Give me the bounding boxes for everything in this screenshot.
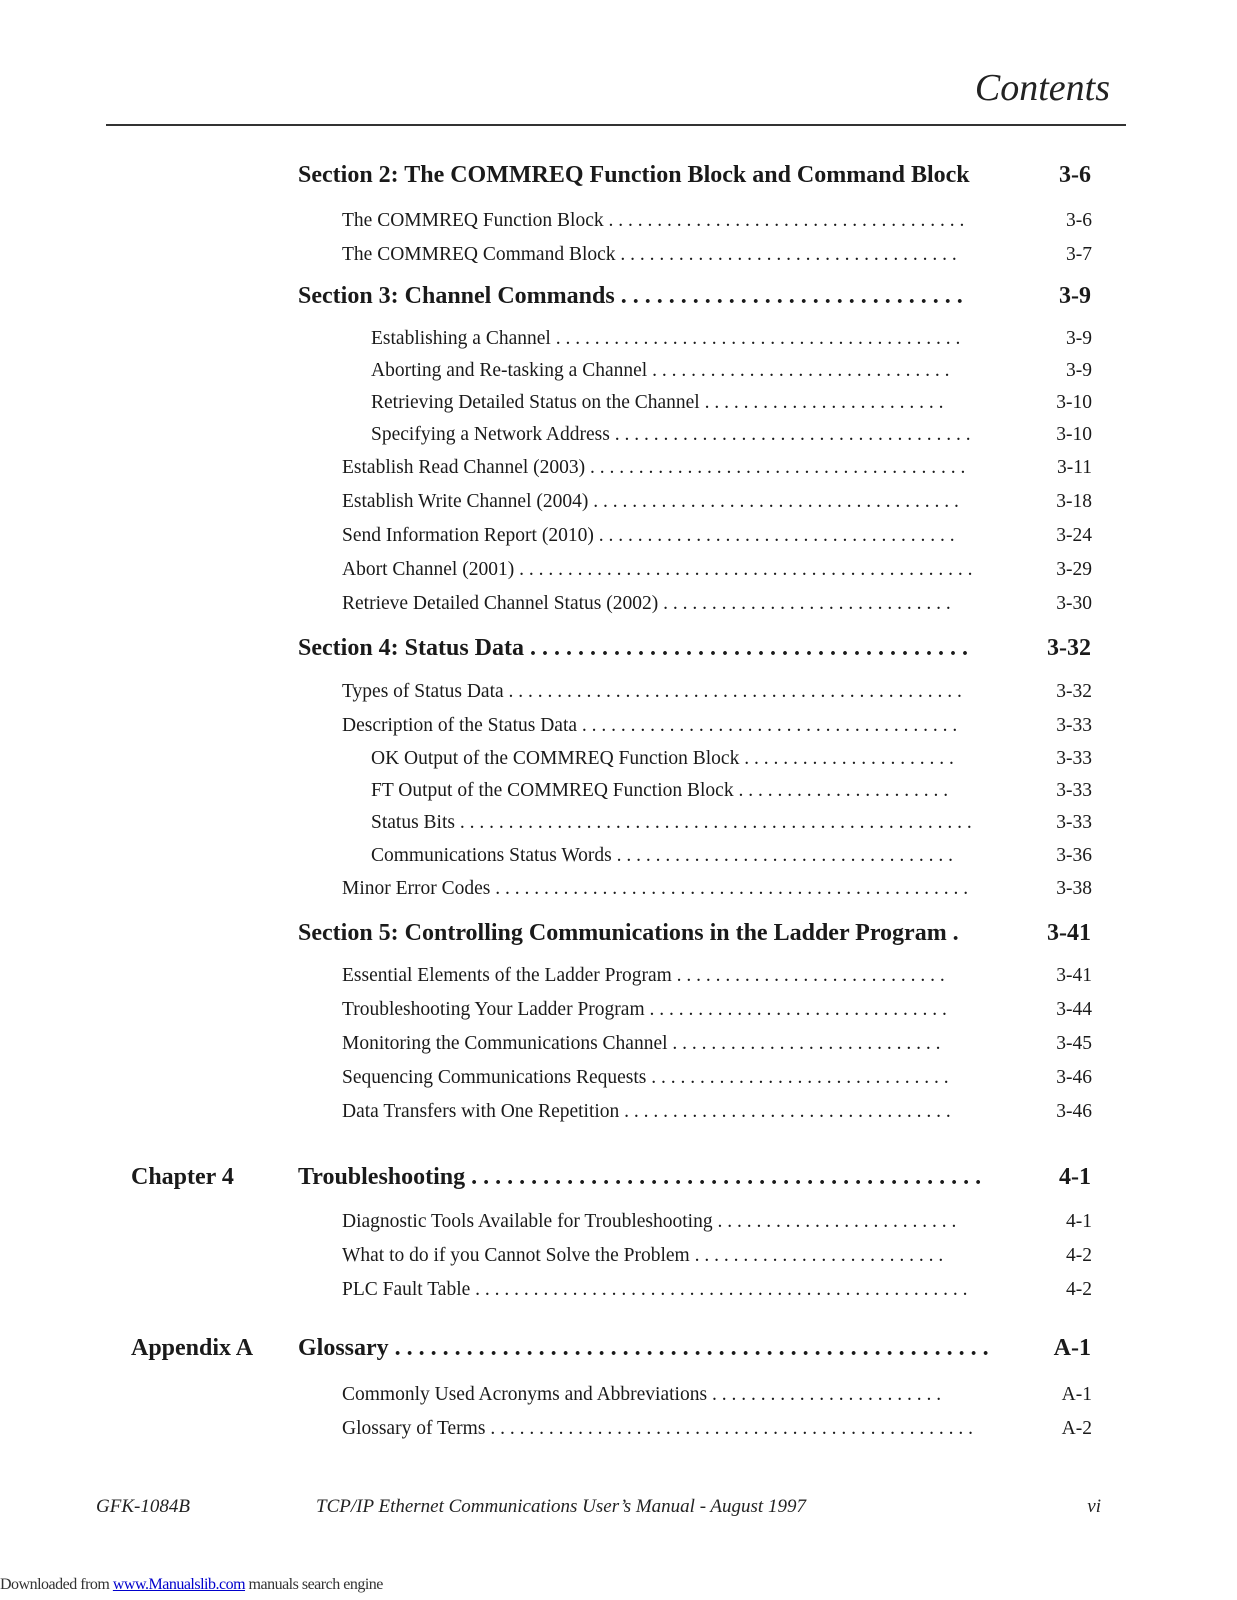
page-title: Contents	[974, 67, 1110, 109]
toc-entry-row[interactable]	[0, 841, 1237, 871]
toc-page-number: 3-9	[1059, 283, 1091, 309]
toc-entry-row[interactable]	[0, 808, 1237, 838]
toc-entry-text: FT Output of the COMMREQ Function Block	[371, 780, 734, 801]
toc-leader-dots: . . . . . . . . . . . . . . . . . . . . . . . . .	[699, 392, 944, 413]
toc-page-number: 3-6	[1059, 162, 1091, 188]
toc-leader-dots: . . . . . . . . . . . . . . . . . . . . . . . . . . . . . . . . . . .	[615, 244, 957, 265]
toc-leader-dots: . . . . . . . . . . . . . . . . . . . . . .	[733, 780, 949, 801]
toc-page-number: 3-24	[1056, 525, 1092, 546]
toc-page-number: 3-46	[1056, 1101, 1092, 1122]
toc-entry-text: Types of Status Data	[342, 681, 504, 702]
toc-section-row[interactable]	[0, 160, 1237, 190]
toc-entry-text: Status Bits	[371, 812, 455, 833]
toc-entry-text: Monitoring the Communications Channel	[342, 1033, 668, 1054]
toc-leader-dots: . . . . . . . . . . . . . . . . . . . . . . . . . . . . . . . . . . . . . . . . . . . . . . . . .	[490, 878, 969, 899]
toc-leader-dots: . . . . . . . . . . . . . . . . . . . . . . . .	[707, 1384, 942, 1405]
toc-entry-title	[342, 1380, 1007, 1410]
toc-entry-title	[342, 206, 1007, 236]
toc-entry-text: Essential Elements of the Ladder Program	[342, 965, 672, 986]
toc-entry-text: Glossary	[298, 1335, 389, 1361]
toc-entry-row[interactable]	[0, 1241, 1237, 1271]
toc-entry-row[interactable]	[0, 589, 1237, 619]
toc-leader-dots: . . . . . . . . . . . . . . . . . . . . . . . . . . . . . . . . . . . . .	[524, 635, 968, 661]
toc-entry-row[interactable]	[0, 356, 1237, 386]
toc-entry-text: Communications Status Words	[371, 845, 612, 866]
toc-page-number: 3-45	[1056, 1033, 1092, 1054]
toc-page-number: 3-41	[1056, 965, 1092, 986]
toc-page-number: 3-41	[1047, 920, 1091, 946]
toc-page-number: 4-2	[1066, 1279, 1092, 1300]
toc-section-row[interactable]	[0, 918, 1237, 948]
toc-page-number: 3-30	[1056, 593, 1092, 614]
toc-entry-row[interactable]	[0, 1097, 1237, 1127]
toc-entry-text: Establish Read Channel (2003)	[342, 457, 586, 478]
toc-entry-title	[298, 1333, 1014, 1363]
toc-entry-row[interactable]	[0, 453, 1237, 483]
toc-entry-row[interactable]	[0, 995, 1237, 1025]
toc-entry-title	[298, 1162, 1014, 1192]
toc-entry-title	[371, 388, 1007, 418]
toc-page-number: 3-44	[1056, 999, 1092, 1020]
toc-entry-text: Commonly Used Acronyms and Abbreviations	[342, 1384, 708, 1405]
toc-entry-title	[298, 281, 1014, 311]
toc-page-number: 3-33	[1056, 715, 1092, 736]
toc-leader-dots: . . . . . . . . . . . . . . . . . . . . . . . . . . . . . . . . . .	[619, 1101, 951, 1122]
toc-entry-row[interactable]	[0, 1207, 1237, 1237]
toc-page-number: 3-32	[1047, 635, 1091, 661]
toc-entry-row[interactable]	[0, 1063, 1237, 1093]
toc-entry-text: Specifying a Network Address	[371, 424, 610, 445]
toc-page-number: 3-46	[1056, 1067, 1092, 1088]
toc-entry-title	[342, 1029, 1007, 1059]
toc-entry-text: Minor Error Codes	[342, 878, 491, 899]
download-prefix: Downloaded from	[0, 1576, 113, 1593]
toc-entry-title	[342, 1241, 1007, 1271]
toc-entry-title	[342, 995, 1007, 1025]
toc-entry-row[interactable]	[0, 487, 1237, 517]
toc-leader-dots: . . . . . . . . . . . . . . . . . . . . . . . . . . . . . . .	[647, 360, 950, 381]
toc-section-row[interactable]	[0, 633, 1237, 663]
toc-entry-text: Diagnostic Tools Available for Troubleshooting	[342, 1211, 713, 1232]
toc-entry-row[interactable]	[0, 420, 1237, 450]
toc-entry-row[interactable]	[0, 240, 1237, 270]
toc-page-number: 4-1	[1066, 1211, 1092, 1232]
toc-leader-dots: . . . . . . . . . . . . . . . . . . . . . . . . . . . . . .	[658, 593, 951, 614]
toc-page-number: 3-33	[1056, 812, 1092, 833]
toc-page-number: 4-2	[1066, 1245, 1092, 1266]
toc-entry-text: OK Output of the COMMREQ Function Block	[371, 748, 740, 769]
toc-page-number: A-1	[1061, 1384, 1092, 1405]
toc-leader-dots: . . . . . . . . . . . . . . . . . . . . . . . . . . . .	[667, 1033, 941, 1054]
toc-page-number: 3-33	[1056, 748, 1092, 769]
toc-entry-row[interactable]	[0, 776, 1237, 806]
toc-entry-text: Data Transfers with One Repetition	[342, 1101, 620, 1122]
toc-entry-text: PLC Fault Table	[342, 1279, 471, 1300]
toc-entry-text: Retrieve Detailed Channel Status (2002)	[342, 593, 659, 614]
toc-entry-title	[342, 1097, 1007, 1127]
toc-page-number: 3-11	[1056, 457, 1092, 478]
toc-leader-dots: . . . . . . . . . . . . . . . . . . . . . . . . . . . . . . . . . . . . . . . . . . . . . . . . . . . . .	[454, 812, 972, 833]
toc-entry-row[interactable]	[0, 388, 1237, 418]
toc-entry-row[interactable]	[0, 324, 1237, 354]
manualslib-link[interactable]: www.Manualslib.com	[112, 1576, 246, 1593]
toc-entry-row[interactable]	[0, 206, 1237, 236]
toc-entry-text: Section 4: Status Data	[298, 635, 524, 661]
toc-leader-dots: . . . . . . . . . . . . . . . . . . . . . . . . . . . . . . . . . . . . . . . . . . . . . . . . . .	[388, 1335, 989, 1361]
toc-entry-row[interactable]	[0, 1380, 1237, 1410]
toc-leader-dots: . . . . . . . . . . . . . . . . . . . . . . . . . . . . . . . . . . . . . . . . . . . . . . .	[503, 681, 962, 702]
toc-page-number: A-2	[1061, 1418, 1092, 1439]
toc-entry-title	[342, 961, 1007, 991]
toc-entry-row[interactable]	[0, 874, 1237, 904]
toc-page-number: 3-6	[1066, 210, 1092, 231]
toc-entry-text: Section 5: Controlling Communications in the Ladder Program .	[298, 920, 959, 946]
toc-leader-dots: . . . . . . . . . . . . . . . . . . . . . . . . . . . . . . . . . . . . . . . . . . .	[465, 1164, 982, 1190]
toc-entry-title	[298, 160, 1014, 190]
toc-entry-text: Section 3: Channel Commands	[298, 283, 615, 309]
toc-section-row[interactable]	[0, 1162, 1237, 1192]
toc-entry-text: Send Information Report (2010)	[342, 525, 594, 546]
toc-page-number: 3-32	[1056, 681, 1092, 702]
toc-entry-title	[342, 589, 1007, 619]
toc-entry-title	[342, 1275, 1007, 1305]
toc-leader-dots: . . . . . . . . . . . . . . . . . . . . . . . . .	[712, 1211, 957, 1232]
toc-entry-title	[298, 633, 1014, 663]
toc-entry-title	[342, 677, 1007, 707]
toc-leader-dots: . . . . . . . . . . . . . . . . . . . . . . . . . . . . . . . . . . . . . . .	[585, 457, 966, 478]
toc-leader-dots: . . . . . . . . . . . . . . . . . . . . . . . . . . . . . . . . . . . . . .	[588, 491, 959, 512]
toc-entry-row[interactable]	[0, 1414, 1237, 1444]
toc-page-number: 3-38	[1056, 878, 1092, 899]
toc-entry-text: Retrieving Detailed Status on the Channel	[371, 392, 700, 413]
toc-leader-dots: . . . . . . . . . . . . . . . . . . . . . . . . . . . . . . .	[644, 999, 947, 1020]
toc-entry-row[interactable]	[0, 744, 1237, 774]
toc-entry-text: Abort Channel (2001)	[342, 559, 515, 580]
toc-entry-text: Establishing a Channel	[371, 328, 551, 349]
toc-entry-title	[342, 487, 1007, 517]
toc-entry-title	[371, 808, 1007, 838]
toc-entry-row[interactable]	[0, 677, 1237, 707]
toc-entry-text: Aborting and Re-tasking a Channel	[371, 360, 648, 381]
toc-entry-text: Establish Write Channel (2004)	[342, 491, 589, 512]
toc-entry-title	[342, 521, 1007, 551]
toc-page-number: 3-36	[1056, 845, 1092, 866]
toc-page-number: 4-1	[1059, 1164, 1091, 1190]
toc-entry-title	[371, 776, 1007, 806]
toc-chapter-label: Chapter 4	[131, 1164, 234, 1190]
download-banner	[0, 1576, 383, 1594]
toc-entry-title	[371, 841, 1007, 871]
toc-leader-dots: . . . . . . . . . . . . . . . . . . . . . . . . . . . . . . . . . . . . . . . . . . . . . . . . . . .	[470, 1279, 968, 1300]
toc-entry-title	[371, 324, 1007, 354]
toc-entry-text: Description of the Status Data	[342, 715, 578, 736]
toc-entry-text: Glossary of Terms	[342, 1418, 486, 1439]
toc-leader-dots: . . . . . . . . . . . . . . . . . . . . . . . . . . . .	[671, 965, 945, 986]
toc-leader-dots: . . . . . . . . . . . . . . . . . . . . . . . . . . . . . . . . . . . . . . .	[577, 715, 958, 736]
toc-leader-dots: . . . . . . . . . . . . . . . . . . . . . . . . . . . . . . . . . . . . .	[609, 424, 971, 445]
toc-section-row[interactable]	[0, 1333, 1237, 1363]
toc-entry-row[interactable]	[0, 711, 1237, 741]
toc-page-number: 3-9	[1066, 360, 1092, 381]
toc-entry-title	[342, 1414, 1007, 1444]
footer-manual-title: TCP/IP Ethernet Communications User’s Manual - August 1997	[316, 1496, 806, 1517]
toc-entry-text: Troubleshooting	[298, 1164, 466, 1190]
toc-entry-text: The COMMREQ Function Block	[342, 210, 604, 231]
toc-page-number: 3-10	[1056, 392, 1092, 413]
toc-page-number: 3-7	[1066, 244, 1092, 265]
toc-entry-title	[342, 1063, 1007, 1093]
toc-entry-title	[342, 453, 1007, 483]
toc-chapter-label: Appendix A	[131, 1335, 254, 1361]
toc-page-number: 3-29	[1056, 559, 1092, 580]
toc-entry-title	[342, 1207, 1007, 1237]
toc-entry-text: Troubleshooting Your Ladder Program	[342, 999, 645, 1020]
toc-page-number: 3-18	[1056, 491, 1092, 512]
toc-entry-title	[371, 356, 1007, 386]
toc-entry-row[interactable]	[0, 1275, 1237, 1305]
footer-doc-id: GFK-1084B	[96, 1496, 190, 1517]
toc-entry-row[interactable]	[0, 1029, 1237, 1059]
toc-entry-row[interactable]	[0, 961, 1237, 991]
toc-leader-dots: . . . . . . . . . . . . . . . . . . . . . . . . . . . . . . .	[646, 1067, 949, 1088]
toc-leader-dots: . . . . . . . . . . . . . . . . . . . . . . . . . . . . . . . . . . . . .	[593, 525, 955, 546]
toc-entry-title	[371, 744, 1007, 774]
toc-entry-text: Sequencing Communications Requests	[342, 1067, 647, 1088]
toc-leader-dots: . . . . . . . . . . . . . . . . . . . . . . . . . . . . . . . . . . . . . . . . . .	[550, 328, 961, 349]
toc-entry-text: The COMMREQ Command Block	[342, 244, 616, 265]
toc-leader-dots: . . . . . . . . . . . . . . . . . . . . . . . . . . . . . . . . . . . . . . . . . . . . . . . . . .	[485, 1418, 973, 1439]
toc-page-number: A-1	[1053, 1335, 1091, 1361]
toc-entry-row[interactable]	[0, 521, 1237, 551]
toc-leader-dots: . . . . . . . . . . . . . . . . . . . . . . . . . .	[689, 1245, 944, 1266]
toc-leader-dots: . . . . . . . . . . . . . . . . . . . . . . . . . . . . . . . . . . .	[611, 845, 953, 866]
toc-entry-title	[371, 420, 1007, 450]
toc-entry-text: Section 2: The COMMREQ Function Block and Command Block	[298, 162, 970, 188]
toc-page-number: 3-33	[1056, 780, 1092, 801]
toc-entry-title	[342, 240, 1007, 270]
toc-leader-dots: . . . . . . . . . . . . . . . . . . . . . . . . . . . . . . . . . . . . . . . . . . . . . . .	[514, 559, 973, 580]
toc-entry-title	[342, 555, 1007, 585]
toc-entry-text: What to do if you Cannot Solve the Problem	[342, 1245, 690, 1266]
toc-section-row[interactable]	[0, 281, 1237, 311]
toc-entry-title	[342, 874, 1007, 904]
footer-page-number: vi	[1087, 1496, 1101, 1517]
download-suffix: manuals search engine	[245, 1576, 383, 1593]
header-divider	[106, 124, 1126, 126]
toc-page-number: 3-10	[1056, 424, 1092, 445]
toc-leader-dots: . . . . . . . . . . . . . . . . . . . . . . . . . . . . . . . . . . . . .	[603, 210, 965, 231]
toc-entry-title	[298, 918, 1014, 948]
toc-entry-title	[342, 711, 1007, 741]
toc-entry-row[interactable]	[0, 555, 1237, 585]
toc-page-number: 3-9	[1066, 328, 1092, 349]
toc-leader-dots: . . . . . . . . . . . . . . . . . . . . . .	[739, 748, 954, 769]
toc-leader-dots: . . . . . . . . . . . . . . . . . . . . . . . . . . . . .	[614, 283, 963, 309]
